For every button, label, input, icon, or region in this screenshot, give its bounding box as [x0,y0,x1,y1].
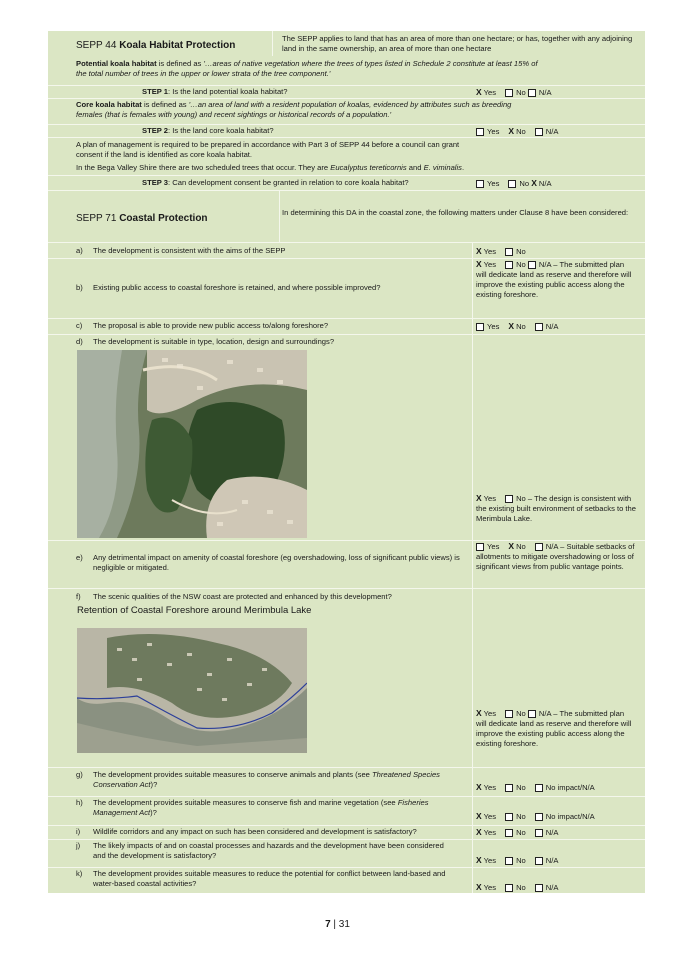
na-checkbox[interactable] [528,89,536,97]
item-d-options [476,493,636,524]
divider [48,867,645,868]
item-j-options [476,855,558,866]
step2-question: STEP 2: Is the land core koala habitat? [142,126,274,135]
item-b-text: Existing public access to coastal foreshore is retained, and where possible improved? [93,283,381,292]
x-mark: X [476,782,482,792]
item-a-text: The development is consistent with the aims of the SEPP [93,246,286,255]
item-b-note: – The submitted plan will dedicate land as reserve and therefore will improve the existing public access along the existing foreshore. [476,260,632,300]
item-d-text: The development is suitable in type, location, design and surroundings? [93,337,335,346]
x-mark: X [508,321,515,331]
no-label: No [516,883,526,892]
no-impact-checkbox[interactable] [535,784,543,792]
x-mark: X [476,259,482,269]
x-mark: X [476,708,482,718]
x-mark: X [476,493,482,503]
no-checkbox[interactable] [505,884,513,892]
aerial-photo-merimbula [77,350,307,538]
divider [48,85,645,86]
divider [48,334,645,335]
item-letter: i) [76,827,81,836]
yes-label: Yes [487,322,500,331]
na-checkbox[interactable] [535,128,543,136]
yes-label: Yes [483,883,497,892]
yes-checkbox[interactable] [476,128,484,136]
bega-trees-text: In the Bega Valley Shire there are two scheduled trees that occur. They are Eucalyptus tereticornis and E. viminalis. [76,163,465,172]
item-letter: g) [76,770,83,779]
no-checkbox[interactable] [505,261,513,269]
section-title-coastal: SEPP 71 Coastal Protection [76,213,208,224]
na-label: N/A [545,856,559,865]
divider [48,588,645,589]
no-label: No [516,812,526,821]
na-label: N/A [538,88,552,97]
yes-label: Yes [483,88,497,97]
x-mark: X [531,178,537,188]
item-d-note: No – The design is consistent with the existing built environment of setbacks to the Merimbula Lake. [476,494,636,524]
yes-label: Yes [483,709,497,718]
yes-label: Yes [483,783,497,792]
divider [272,31,273,56]
na-label: N/A [545,322,559,331]
na-checkbox[interactable] [535,857,543,865]
na-label: N/A [545,828,559,837]
coastal-intro: In determining this DA in the coastal zone, the following matters under Clause 8 have been considered: [282,208,629,217]
no-impact-label: No impact/N/A [545,783,595,792]
item-i-options [476,827,558,838]
divider [48,825,645,826]
no-checkbox[interactable] [505,89,513,97]
na-label: N/A [538,179,552,188]
divider [472,242,473,893]
divider [48,124,645,125]
x-mark: X [508,126,515,136]
item-i-text: Wildlife corridors and any impact on such has been considered and development is satisfactory? [93,827,417,836]
no-label: No [516,783,526,792]
no-checkbox[interactable] [505,710,513,718]
yes-label: Yes [487,179,500,188]
divider [48,242,645,243]
item-letter: e) [76,553,83,562]
step1-options [476,87,552,98]
item-c-options [476,321,558,332]
retention-caption: Retention of Coastal Foreshore around Merimbula Lake [77,605,312,616]
no-label: No [516,88,526,97]
step2-options [476,126,558,137]
koala-intro: The SEPP applies to land that has an area of more than one hectare; or has, together with any adjoining land in the same ownership, an area of more than one hectare [282,34,633,54]
na-checkbox[interactable] [528,710,536,718]
no-checkbox[interactable] [505,495,513,503]
yes-checkbox[interactable] [476,180,484,188]
no-label: No [516,828,526,837]
section-title-koala: SEPP 44 Koala Habitat Protection [76,40,236,51]
item-b-options [476,259,636,300]
yes-label: Yes [483,247,497,256]
no-label: No [516,247,526,256]
item-e-note: – Suitable setbacks of allotments to mitigate overshadowing or loss of significant views from public vantage points. [476,542,635,572]
divider [48,796,645,797]
no-checkbox[interactable] [505,813,513,821]
na-label: N/A [545,127,559,136]
item-letter: b) [76,283,83,292]
page-number: 7 | 31 [325,919,350,930]
na-label: N/A [545,883,559,892]
divider [48,839,645,840]
yes-label: Yes [487,542,500,551]
item-h-text: The development provides suitable measures to conserve fish and marine vegetation (see Fisheries Management Act)? [93,798,429,818]
no-label: No [516,322,526,331]
divider [279,190,280,242]
item-k-options [476,882,558,893]
no-impact-checkbox[interactable] [535,813,543,821]
item-j-text: The likely impacts of and on coastal processes and hazards and the development have been considered and the development is satisfactory? [93,841,444,861]
no-checkbox[interactable] [508,180,516,188]
item-e-text: Any detrimental impact on amenity of coastal foreshore (eg overshadowing, loss of significant public views) is negligible or mitigated. [93,553,460,573]
item-f-options [476,708,636,749]
yes-label: Yes [483,812,497,821]
item-k-text: The development provides suitable measures to reduce the potential for conflict between land-based and water-based coastal activities? [93,869,446,889]
x-mark: X [476,827,482,837]
na-checkbox[interactable] [528,261,536,269]
no-label: No [516,260,526,269]
step3-question: STEP 3: Can development consent be granted in relation to core koala habitat? [142,178,409,187]
no-checkbox[interactable] [505,829,513,837]
yes-label: Yes [483,828,497,837]
item-letter: f) [76,592,81,601]
x-mark: X [476,855,482,865]
item-letter: j) [76,841,81,850]
plan-of-management-text: A plan of management is required to be prepared in accordance with Part 3 of SEPP 44 before a council can grant consent if the land is identified as core koala habitat. [76,140,460,160]
no-label: No [516,709,526,718]
yes-checkbox[interactable] [476,323,484,331]
yes-label: Yes [483,856,497,865]
yes-label: Yes [487,127,500,136]
x-mark: X [508,541,515,551]
no-checkbox[interactable] [505,784,513,792]
item-f-note: – The submitted plan will dedicate land as reserve and therefore will improve the existing public access along the existing foreshore. [476,709,632,749]
item-c-text: The proposal is able to provide new public access to/along foreshore? [93,321,329,330]
na-checkbox[interactable] [535,829,543,837]
core-koala-definition: Core koala habitat is defined as '…an area of land with a resident population of koalas, evidenced by attributes such as breeding females (that is females with young) and recent sightings or historical records of a population.' [76,100,512,120]
x-mark: X [476,87,482,97]
no-label: No [516,856,526,865]
item-letter: k) [76,869,83,878]
item-letter: h) [76,798,83,807]
na-label: N/A [538,709,552,718]
na-label: N/A [545,542,559,551]
aerial-photo-foreshore [77,628,307,753]
no-checkbox[interactable] [505,248,513,256]
divider [48,190,645,191]
divider [48,98,645,99]
na-label: N/A [538,260,552,269]
yes-label: Yes [483,494,497,503]
item-h-options [476,811,595,822]
divider [48,175,645,176]
item-letter: c) [76,321,83,330]
item-letter: a) [76,246,83,255]
divider [48,318,645,319]
x-mark: X [476,882,482,892]
potential-koala-definition: Potential koala habitat is defined as '…areas of native vegetation where the trees of types listed in Schedule 2 constitute at least 15% of the total number of trees in the upper or lower strata of the tree component.' [76,59,538,79]
no-impact-label: No impact/N/A [545,812,595,821]
yes-checkbox[interactable] [476,543,484,551]
item-e-options [476,541,636,572]
no-label: No [516,127,526,136]
item-g-text: The development provides suitable measures to conserve animals and plants (see Threatened Species Conservation Act)? [93,770,440,790]
x-mark: X [476,811,482,821]
step1-question: STEP 1: Is the land potential koala habitat? [142,87,288,96]
yes-label: Yes [483,260,497,269]
no-label: No [516,542,526,551]
step3-options [476,178,552,189]
no-label: No [519,179,530,188]
na-checkbox[interactable] [535,884,543,892]
no-checkbox[interactable] [505,857,513,865]
item-g-options [476,782,595,793]
item-f-text: The scenic qualities of the NSW coast are protected and enhanced by this development? [93,592,392,601]
x-mark: X [476,246,482,256]
item-a-options [476,246,526,257]
divider [48,767,645,768]
na-checkbox[interactable] [535,323,543,331]
na-checkbox[interactable] [535,543,543,551]
item-letter: d) [76,337,83,346]
